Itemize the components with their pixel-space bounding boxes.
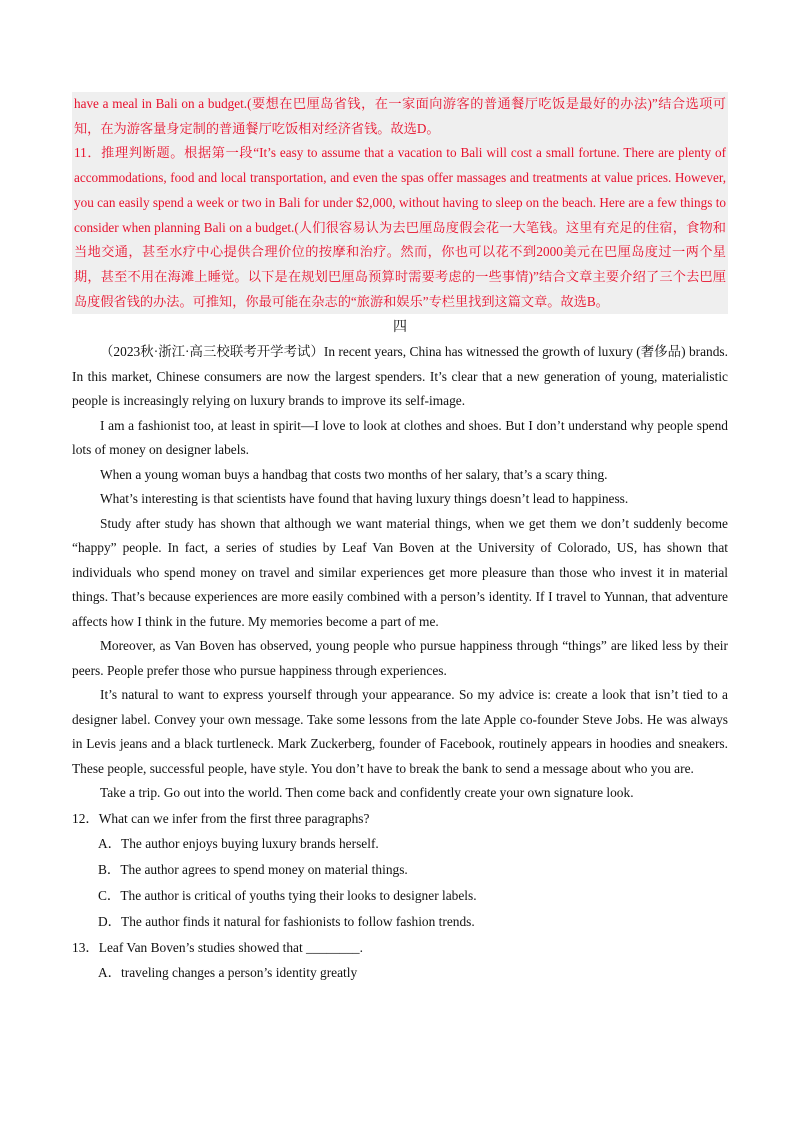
passage-paragraph: When a young woman buys a handbag that costs two months of her salary, that’s a scary thing. (100, 466, 608, 482)
answer-explanation-block (72, 92, 728, 314)
question-12 (72, 806, 728, 935)
question-13 (72, 935, 728, 986)
question-stem: 12．What can we infer from the first three paragraphs? (72, 810, 370, 826)
passage-paragraph: Moreover, as Van Boven has observed, young people who pursue happiness through “things” are liked less by their peers. People prefer those who pursue happiness through experiences. (72, 638, 728, 678)
document-page (72, 92, 728, 986)
option-b: B．The author agrees to spend money on material things. (98, 862, 408, 878)
section-number: 四 (393, 320, 407, 336)
option-a: A．The author enjoys buying luxury brands herself. (98, 836, 379, 852)
answer-10-tail: have a meal in Bali on a budget.(要想在巴厘岛省钱，在一家面向游客的普通餐厅吃饭是最好的办法)”结合选项可知，在为游客量身定制的普通餐厅吃饭相对经济省钱。故选D。 (74, 96, 726, 136)
answer-11-explanation: 11．推理判断题。根据第一段“It’s easy to assume that a vacation to Bali will cost a small fortune. There are plenty of accommodations, food and local transportation, and even the spas offer massages and treatments at value prices. However, you can easily spend a week or two in Bali for under $2,000, without having to sleep on the beach. Here are a few things to consider when planning Bali on a budget.(人们很容易认为去巴厘岛度假会花一大笔钱。这里有充足的住宿，食物和当地交通，甚至水疗中心提供合理价位的按摩和治疗。然而，你也可以花不到2000美元在巴厘岛度过一两个星期，甚至不用在海滩上睡觉。以下是在规划巴厘岛预算时需要考虑的一些事情)”结合文章主要介绍了三个去巴厘岛度假省钱的办法。可推知，你最可能在杂志的“旅游和娱乐”专栏里找到这篇文章。故选B。 (74, 145, 726, 309)
passage-paragraph: Study after study has shown that although we want material things, when we get them we don’t suddenly become “happy” people. In fact, a series of studies by Leaf Van Boven at the University of Colorado, US, has shown that individuals who spend money on travel and similar experiences get more pleasure than those who invest it in material things. That’s because experiences are more easily combined with a person’s identity. If I travel to Yunnan, that adventure affects how I think in the future. My memories become a part of me. (72, 515, 728, 629)
passage-paragraph: I am a fashionist too, at least in spirit—I love to look at clothes and shoes. But I don’t understand why people spend lots of money on designer labels. (72, 417, 728, 458)
option-c: C．The author is critical of youths tying their looks to designer labels. (98, 888, 477, 904)
option-d: D．The author finds it natural for fashionists to follow fashion trends. (98, 913, 475, 929)
passage-paragraph: Take a trip. Go out into the world. Then come back and confidently create your own signature look. (100, 785, 634, 801)
reading-passage (72, 340, 728, 806)
question-stem: 13．Leaf Van Boven’s studies showed that ________. (72, 939, 363, 955)
passage-paragraph: What’s interesting is that scientists have found that having luxury things doesn’t lead to happiness. (100, 491, 629, 507)
passage-paragraph: It’s natural to want to express yourself through your appearance. So my advice is: create a look that isn’t tied to a designer label. Convey your own message. Take some lessons from the late Apple co-founder Steve Jobs. He was always in Levis jeans and a black turtleneck. Mark Zuckerberg, founder of Facebook, routinely appears in hoodies and sneakers. These people, successful people, have style. You don’t have to break the bank to send a message about who you are. (72, 687, 728, 776)
passage-paragraph: （2023秋·浙江·高三校联考开学考试）In recent years, China has witnessed the growth of luxury (奢侈品) brands. In this market, Chinese consumers are now the largest spenders. It’s clear that a new generation of young, materialistic people is increasingly relying on luxury brands to improve its self-image. (72, 344, 728, 409)
option-a: A．traveling changes a person’s identity greatly (98, 965, 358, 981)
